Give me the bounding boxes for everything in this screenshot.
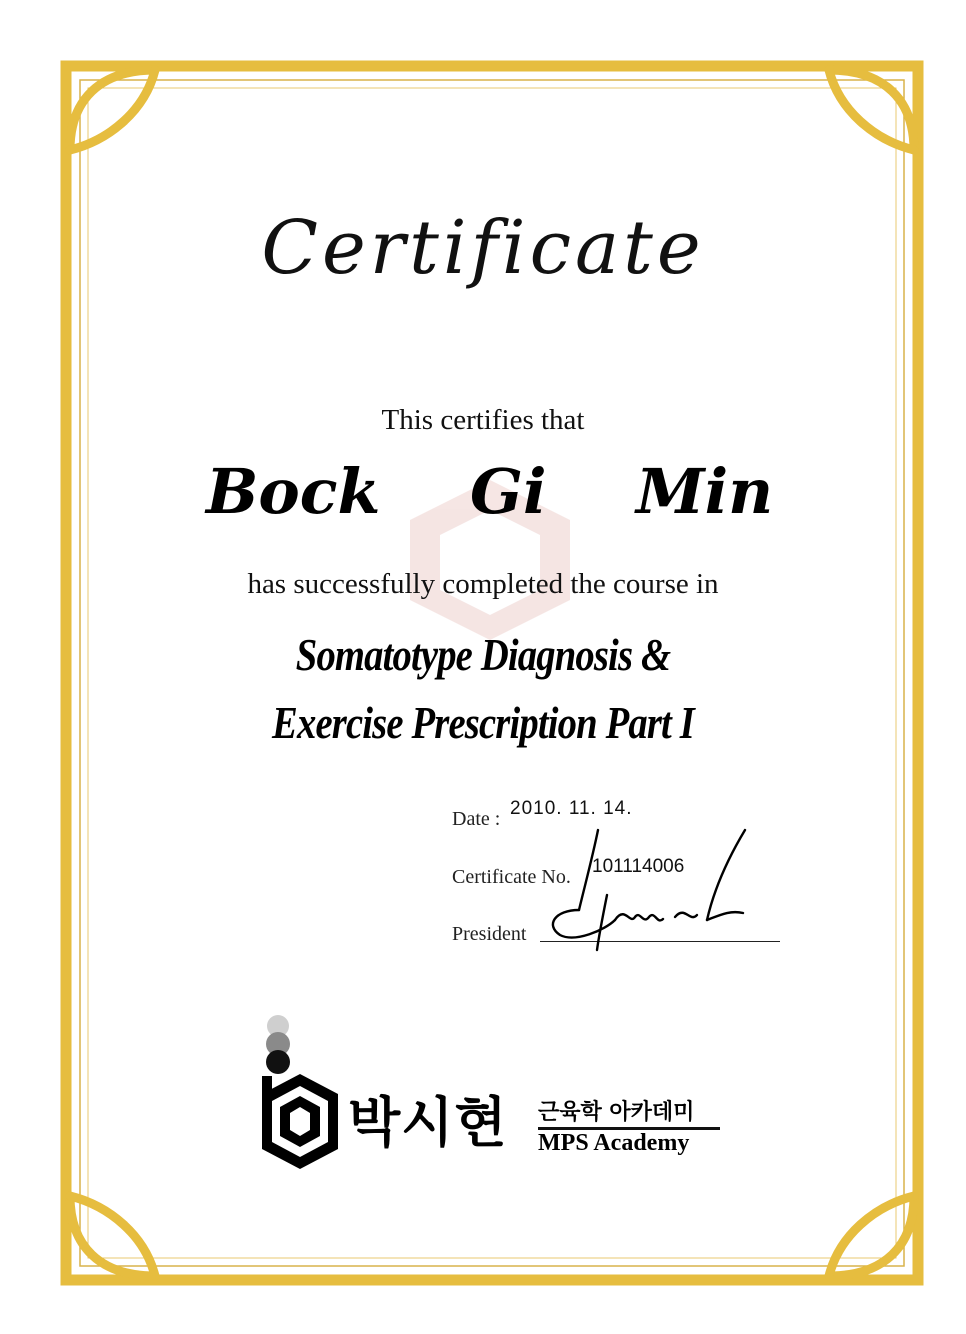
course-name-line-1: Somatotype Diagnosis & [295, 629, 671, 680]
certificate-title: Certificate [261, 205, 705, 291]
academy-korean-name: 박시현 [348, 1091, 508, 1154]
course-name-line-2: Exercise Prescription Part I [272, 697, 694, 748]
recipient-last-name: Min [636, 455, 774, 528]
date-label: Date : [452, 808, 501, 830]
academy-korean-subtitle: 근육학 아카데미 [538, 1100, 695, 1125]
completed-text: has successfully completed the course in [247, 568, 719, 600]
recipient-middle-name: Gi [470, 455, 547, 528]
mps-logo-icon [258, 1014, 342, 1174]
signature-icon [535, 825, 775, 960]
date-value: 2010. 11. 14. [510, 798, 633, 819]
academy-english-name: MPS Academy [538, 1130, 690, 1156]
president-label: President [452, 923, 527, 945]
recipient-first-name: Bock [206, 455, 381, 528]
certifies-text: This certifies that [381, 404, 585, 436]
certificate-number-label: Certificate No. [452, 866, 571, 888]
certificate-number-value: 101114006 [592, 856, 685, 877]
